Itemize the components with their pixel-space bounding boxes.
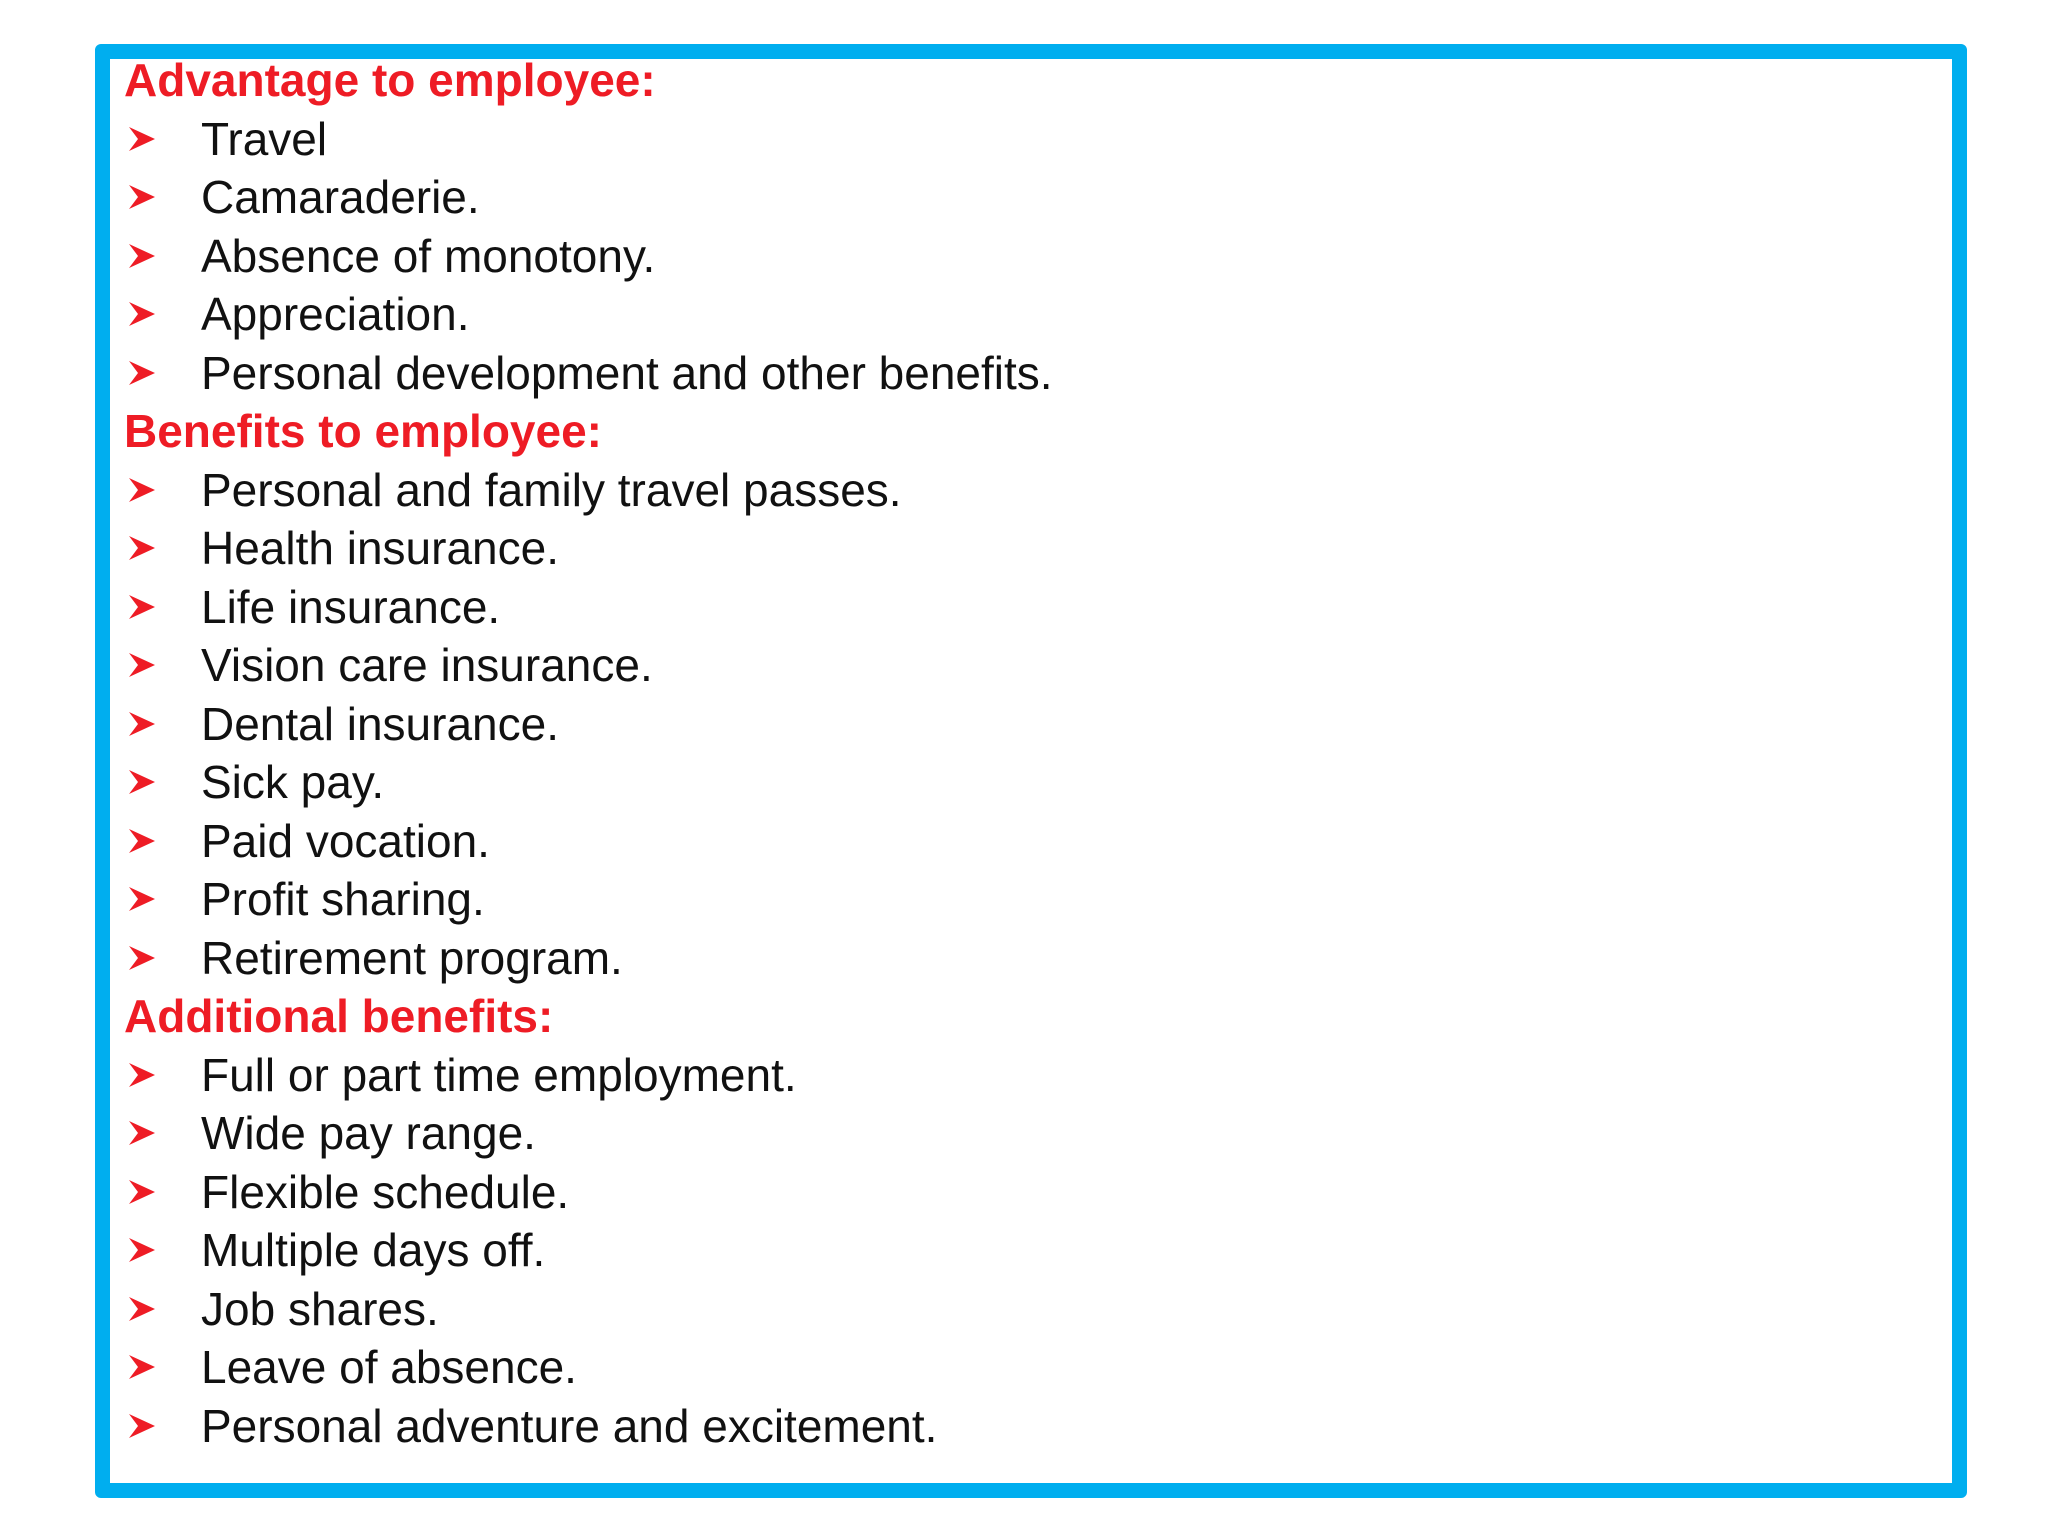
list-item-text: Job shares. [201,1282,439,1335]
arrowhead-bullet-icon [127,1177,157,1207]
arrowhead-bullet-icon [127,592,157,622]
list-item [124,461,1924,520]
list-item-text: Retirement program. [201,931,623,984]
list-item [124,168,1924,227]
list-item [124,1104,1924,1163]
list-item [124,870,1924,929]
list-item-text: Sick pay. [201,756,385,808]
list-item [124,753,1924,812]
section-heading-additional: Additional benefits: [124,990,554,1042]
list-item-text: Profit sharing. [201,873,485,925]
list-item-text: Appreciation. [201,288,470,340]
list-item-text: Absence of monotony. [201,229,656,282]
arrowhead-bullet-icon [127,533,157,563]
list-item [124,1280,1924,1339]
list-item [124,519,1924,578]
arrowhead-bullet-icon [127,299,157,329]
list-item [124,1397,1924,1456]
arrowhead-bullet-icon [127,826,157,856]
list-item-text: Camaraderie. [201,171,480,223]
arrowhead-bullet-icon [127,182,157,212]
list-item [124,812,1924,871]
list-item [124,285,1924,344]
list-item-text: Dental insurance. [201,697,559,750]
arrowhead-bullet-icon [127,1235,157,1265]
list-item-text: Vision care insurance. [201,639,653,691]
arrowhead-bullet-icon [127,650,157,680]
list-item [124,1221,1924,1280]
list-item-text: Health insurance. [201,522,559,574]
list-item-text: Leave of absence. [201,1341,577,1393]
arrowhead-bullet-icon [127,1352,157,1382]
arrowhead-bullet-icon [127,1411,157,1441]
arrowhead-bullet-icon [127,475,157,505]
arrowhead-bullet-icon [127,358,157,388]
list-item [124,1338,1924,1397]
list-item-text: Flexible schedule. [201,1165,570,1218]
list-item [124,1046,1924,1105]
list-item [124,695,1924,754]
arrowhead-bullet-icon [127,124,157,154]
section-heading-benefits: Benefits to employee: [124,405,602,457]
list-item-text: Full or part time employment. [201,1048,797,1101]
list-item-text: Personal adventure and excitement. [201,1399,938,1452]
arrowhead-bullet-icon [127,943,157,973]
list-item-text: Personal development and other benefits. [201,346,1053,399]
list-item [124,344,1924,403]
arrowhead-bullet-icon [127,884,157,914]
list-item [124,110,1924,169]
arrowhead-bullet-icon [127,767,157,797]
list-item-text: Personal and family travel passes. [201,463,902,516]
list-item-text: Paid vocation. [201,814,490,867]
list-item [124,227,1924,286]
arrowhead-bullet-icon [127,709,157,739]
arrowhead-bullet-icon [127,241,157,271]
list-item-text: Life insurance. [201,580,501,633]
list-item-text: Wide pay range. [201,1107,536,1159]
arrowhead-bullet-icon [127,1118,157,1148]
list-item [124,636,1924,695]
arrowhead-bullet-icon [127,1294,157,1324]
list-item [124,578,1924,637]
list-item [124,1163,1924,1222]
list-item [124,929,1924,988]
arrowhead-bullet-icon [127,1060,157,1090]
list-item-text: Travel [201,112,328,165]
list-item-text: Multiple days off. [201,1224,546,1276]
section-heading-advantage: Advantage to employee: [124,54,656,106]
benefits-list [124,51,1924,1455]
